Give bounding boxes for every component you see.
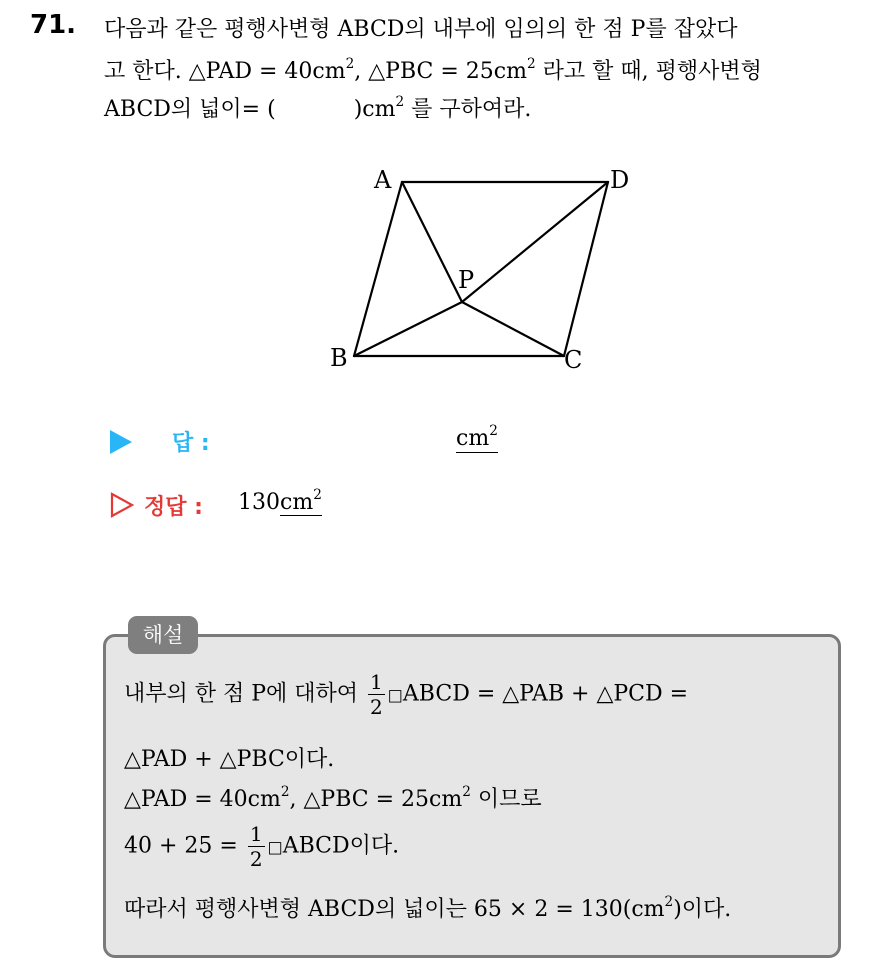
- fraction-one-half: [368, 670, 385, 719]
- correct-answer-value: [238, 486, 322, 516]
- answer-label: 답 :: [172, 431, 210, 456]
- question-text: , △PBC = 25cm: [354, 59, 527, 84]
- unit-text: cm: [456, 426, 490, 451]
- correct-unit: [280, 486, 322, 516]
- explanation-text: 이므로: [470, 787, 542, 812]
- exponent: 2: [313, 486, 322, 503]
- exponent: 2: [664, 893, 674, 910]
- question-text: 라고 할 때, 평행사변형: [535, 59, 762, 84]
- fraction-numerator: 1: [249, 822, 263, 846]
- vertex-label-d: D: [610, 166, 630, 194]
- exponent: 2: [489, 422, 498, 439]
- fraction-numerator: 1: [370, 670, 383, 694]
- explanation-line-4: [124, 822, 399, 871]
- explanation-tag: 해설: [128, 616, 198, 654]
- point-label-p: P: [458, 266, 475, 294]
- vertex-label-a: A: [374, 166, 392, 194]
- explanation-text: △PAD = 40cm: [124, 787, 281, 812]
- square-symbol: □: [387, 685, 403, 705]
- segment-pd: [462, 182, 608, 302]
- answer-unit: [456, 422, 498, 453]
- explanation-text: )이다.: [673, 897, 732, 922]
- explanation-text: ABCD = △PAB + △PCD =: [402, 681, 689, 707]
- vertex-label-c: C: [564, 346, 583, 374]
- exponent: 2: [395, 93, 405, 110]
- explanation-line-3: [124, 782, 542, 813]
- answer-row: [110, 424, 550, 458]
- correct-answer-row: [110, 488, 550, 522]
- explanation-line-1: [124, 670, 688, 719]
- side-ba: [354, 182, 402, 356]
- outline-triangle-icon: [110, 492, 134, 518]
- explanation-text: 40 + 25 =: [124, 833, 238, 859]
- segment-pb: [354, 302, 462, 356]
- question-text: )cm: [353, 97, 396, 122]
- correct-number: 130: [238, 490, 280, 515]
- explanation-line-5: [124, 892, 731, 923]
- segment-pa: [402, 182, 462, 302]
- explanation-text: ABCD이다.: [282, 833, 400, 859]
- explanation-line-2: △PAD + △PBC이다.: [124, 747, 335, 772]
- explanation-text: 따라서 평행사변형 ABCD의 넓이는 65 × 2 = 130(cm: [124, 897, 665, 922]
- parallelogram-figure: [320, 160, 640, 380]
- vertex-label-b: B: [330, 344, 348, 372]
- question-number: 71.: [30, 10, 77, 40]
- square-symbol: □: [267, 837, 283, 857]
- side-dc: [564, 182, 608, 356]
- question-text: ABCD의 넓이= (: [104, 97, 276, 122]
- segment-pc: [462, 302, 564, 356]
- fraction-denominator: 2: [370, 695, 383, 719]
- exponent: 2: [462, 783, 471, 800]
- unit-text: cm: [280, 490, 314, 515]
- explanation-text: 내부의 한 점 P에 대하여: [124, 681, 359, 707]
- explanation-text: , △PBC = 25cm: [289, 787, 463, 812]
- exponent: 2: [345, 55, 355, 72]
- exponent: 2: [526, 55, 536, 72]
- question-line-3: [104, 92, 531, 123]
- question-text: 고 한다. △PAD = 40cm: [104, 59, 346, 84]
- exponent: 2: [280, 783, 290, 800]
- question-line-1: 다음과 같은 평행사변형 ABCD의 내부에 임의의 한 점 P를 잡았다: [104, 17, 738, 42]
- play-triangle-icon: [110, 430, 132, 454]
- fraction-denominator: 2: [249, 847, 263, 871]
- fraction-one-half: [248, 822, 265, 871]
- correct-answer-label: 정답 :: [144, 495, 203, 520]
- question-line-2: [104, 54, 762, 85]
- question-text: 를 구하여라.: [404, 97, 532, 122]
